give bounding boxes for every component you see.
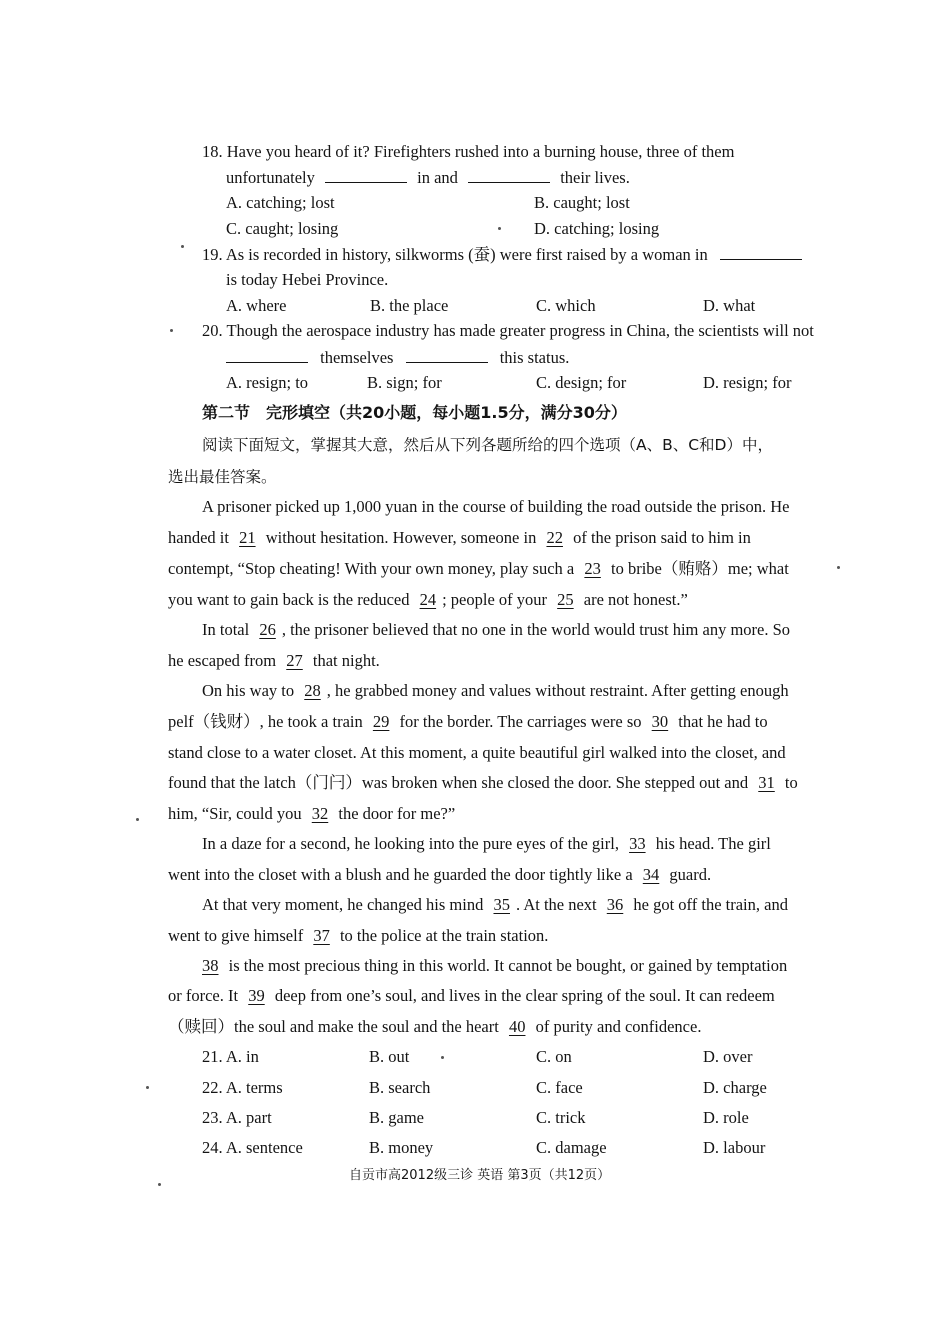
passage-text: At that very moment, he changed his mind [202, 895, 484, 914]
passage-text: are not honest.” [583, 590, 688, 609]
passage-text: deep from one’s soul, and lives in the clear spring of the soul. It can redeem [274, 986, 775, 1005]
section-instruction-line2: 选出最佳答案。 [168, 468, 277, 486]
blank-number: 31 [758, 773, 775, 792]
blank-number: 33 [629, 834, 646, 853]
q20-option-d: D. resign; for [703, 373, 792, 392]
blank-number: 30 [651, 712, 669, 731]
passage-text: him, “Sir, could you [168, 804, 302, 823]
choice-21-d: D. over [703, 1047, 753, 1066]
passage-line [168, 558, 789, 580]
blank-number: 36 [606, 895, 624, 914]
passage-text: to the police at the train station. [339, 926, 549, 945]
passage-text: to bribe（贿赂）me; what [611, 559, 789, 578]
blank-number: 40 [508, 1017, 526, 1036]
passage-text: , he grabbed money and values without restraint. After getting enough [326, 681, 789, 700]
passage-text: In a daze for a second, he looking into the pure eyes of the girl, [202, 834, 619, 853]
passage-text: handed it [168, 528, 229, 547]
choice-23-b: B. game [369, 1108, 424, 1127]
choice-24-d: D. labour [703, 1138, 766, 1157]
q20-option-c: C. design; for [536, 373, 627, 392]
passage-text: you want to gain back is the reduced [168, 590, 410, 609]
passage-line [202, 619, 790, 641]
scan-speck [146, 1086, 149, 1089]
q18-stem-text: in and [417, 168, 458, 187]
scan-speck [498, 227, 501, 230]
q18-stem-text: unfortunately [226, 168, 315, 187]
q19-option-d: D. what [703, 296, 756, 315]
passage-line [168, 527, 751, 549]
q18-option-a: A. catching; lost [226, 193, 335, 212]
passage-text: without hesitation. However, someone in [265, 528, 537, 547]
blank-number: 27 [286, 651, 303, 670]
passage-text: is the most precious thing in this world. It cannot be bought, or gained by temptation [228, 956, 788, 975]
passage-text: contempt, “Stop cheating! With your own money, play such a [168, 559, 575, 578]
answer-blank [226, 346, 308, 363]
answer-blank [468, 166, 550, 183]
passage-text: he got off the train, and [633, 895, 788, 914]
blank-number: 24 [419, 590, 437, 609]
passage-text: that he had to [678, 712, 768, 731]
blank-number: 28 [304, 681, 321, 700]
passage-line [168, 985, 775, 1007]
choice-21-c: C. on [536, 1047, 572, 1066]
q20-stem-line2 [226, 346, 569, 369]
blank-number: 21 [239, 528, 256, 547]
q18-option-c: C. caught; losing [226, 219, 339, 238]
passage-line [168, 772, 798, 794]
blank-number: 23 [584, 559, 601, 578]
passage-line [168, 803, 455, 825]
passage-line [168, 864, 711, 886]
passage-line [202, 833, 771, 855]
passage-line [168, 1016, 701, 1038]
passage-text: the door for me?” [338, 804, 456, 823]
choice-22-d: D. charge [703, 1078, 767, 1097]
blank-number: 37 [313, 926, 330, 945]
q20-stem-text: themselves [320, 348, 394, 367]
blank-number: 25 [557, 590, 574, 609]
choice-21-a: 21. A. in [202, 1047, 259, 1066]
blank-number: 26 [259, 620, 276, 639]
choice-24-b: B. money [369, 1138, 434, 1157]
q18-stem-text: their lives. [560, 168, 630, 187]
q18-stem-line2 [226, 166, 630, 189]
passage-text: to [784, 773, 798, 792]
passage-text: his head. The girl [655, 834, 771, 853]
choice-23-d: D. role [703, 1108, 749, 1127]
passage-text: In total [202, 620, 250, 639]
passage-text: or force. It [168, 986, 239, 1005]
passage-text: went into the closet with a blush and he guarded the door tightly like a [168, 865, 633, 884]
blank-number: 22 [546, 528, 563, 547]
passage-line: A prisoner picked up 1,000 yuan in the course of building the road outside the prison. He [202, 497, 790, 516]
passage-line [168, 650, 380, 672]
passage-text: he escaped from [168, 651, 277, 670]
choice-24-a: 24. A. sentence [202, 1138, 303, 1157]
q20-stem-line1: 20. Though the aerospace industry has made greater progress in China, the scientists will not [202, 321, 814, 340]
passage-text: of the prison said to him in [573, 528, 751, 547]
q19-option-b: B. the place [370, 296, 449, 315]
q19-stem-line2: is today Hebei Province. [226, 270, 389, 289]
q19-option-c: C. which [536, 296, 596, 315]
q20-stem-text: this status. [499, 348, 570, 367]
passage-text: guard. [669, 865, 712, 884]
q20-option-a: A. resign; to [226, 373, 309, 392]
q19-option-a: A. where [226, 296, 287, 315]
passage-text: of purity and confidence. [535, 1017, 702, 1036]
q19-stem-text: 19. As is recorded in history, silkworms (蚕) were first raised by a woman in [202, 245, 708, 264]
choice-23-c: C. trick [536, 1108, 586, 1127]
choice-22-c: C. face [536, 1078, 583, 1097]
answer-blank [720, 243, 802, 260]
scan-speck [158, 1183, 161, 1186]
scan-speck [181, 245, 184, 248]
q18-stem-line1: 18. Have you heard of it? Firefighters rushed into a burning house, three of them [202, 142, 735, 161]
scan-speck [837, 566, 840, 569]
passage-text: , the prisoner believed that no one in the world would trust him any more. So [281, 620, 791, 639]
blank-number: 32 [311, 804, 329, 823]
passage-line [202, 894, 788, 916]
blank-number: 35 [493, 895, 510, 914]
passage-text: pelf（钱财）, he took a train [168, 712, 363, 731]
q18-option-d: D. catching; losing [534, 219, 660, 238]
passage-line [196, 955, 787, 977]
choice-22-b: B. search [369, 1078, 431, 1097]
section-instruction-line1: 阅读下面短文，掌握其大意，然后从下列各题所给的四个选项（A、B、C和D）中， [202, 436, 773, 454]
passage-text: for the border. The carriages were so [399, 712, 642, 731]
passage-line [168, 589, 688, 611]
passage-line [168, 925, 548, 947]
scan-speck [170, 329, 173, 332]
section-heading: 第二节 完形填空（共20小题，每小题1.5分，满分30分） [202, 403, 627, 422]
page-footer: 自贡市高2012级三诊 英语 第3页（共12页） [349, 1168, 611, 1183]
blank-number: 38 [202, 956, 219, 975]
choice-22-a: 22. A. terms [202, 1078, 283, 1097]
passage-text: went to give himself [168, 926, 304, 945]
answer-blank [406, 346, 488, 363]
q19-stem-line1 [202, 243, 802, 266]
q20-option-b: B. sign; for [367, 373, 442, 392]
passage-line: stand close to a water closet. At this moment, a quite beautiful girl walked into the closet, and [168, 743, 786, 762]
passage-text: ; people of your [442, 590, 548, 609]
blank-number: 29 [372, 712, 390, 731]
passage-text: that night. [312, 651, 380, 670]
choice-21-b: B. out [369, 1047, 410, 1066]
blank-number: 34 [642, 865, 660, 884]
passage-text: （赎回）the soul and make the soul and the heart [168, 1017, 499, 1036]
scan-speck [441, 1056, 444, 1059]
answer-blank [325, 166, 407, 183]
passage-text: . At the next [515, 895, 597, 914]
blank-number: 39 [248, 986, 265, 1005]
passage-line [168, 711, 768, 733]
scan-speck [136, 818, 139, 821]
passage-line [202, 680, 789, 702]
q18-option-b: B. caught; lost [534, 193, 630, 212]
choice-24-c: C. damage [536, 1138, 607, 1157]
passage-text: found that the latch（门闩）was broken when she closed the door. She stepped out and [168, 773, 749, 792]
passage-text: On his way to [202, 681, 295, 700]
choice-23-a: 23. A. part [202, 1108, 272, 1127]
